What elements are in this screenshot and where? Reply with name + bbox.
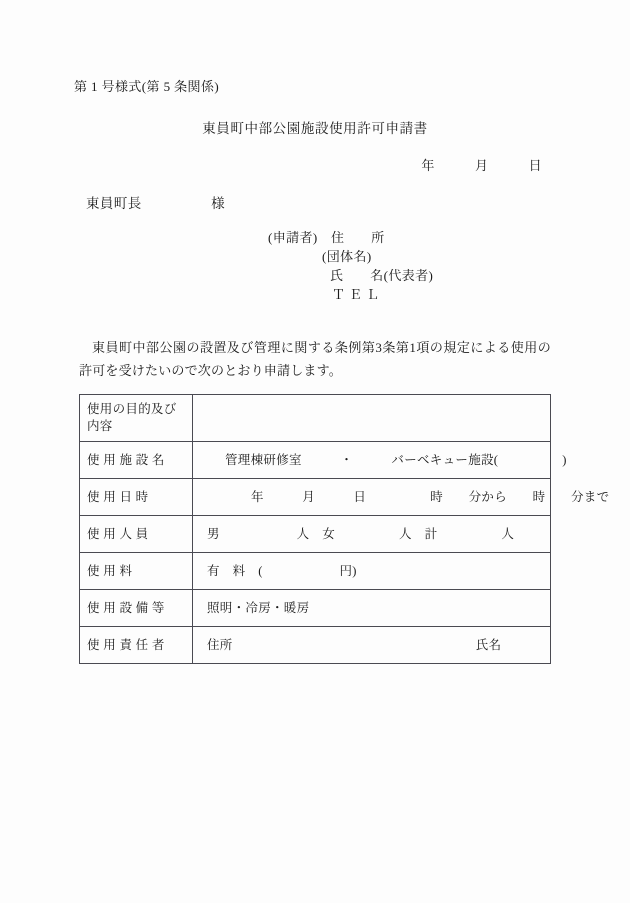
applicant-block: [268, 228, 433, 304]
row-label-use-datetime: 使 用 日 時: [80, 479, 193, 516]
applicant-address-line: (申請者) 住 所: [268, 230, 385, 245]
applicant-name-line: 氏 名(代表者): [330, 268, 434, 283]
form-number: 第 1 号様式(第 5 条関係): [74, 79, 220, 94]
applicant-group-name-line: (団体名): [322, 249, 372, 264]
row-label-facility-name: 使 用 施 設 名: [80, 442, 193, 479]
row-value-facility-name[interactable]: 管理棟研修室 ・ バーベキュー施設( ): [193, 442, 551, 479]
table-row: [80, 442, 551, 479]
body-paragraph-text: 東員町中部公園の設置及び管理に関する条例第3条第1項の規定による使用の許可を受けたいので次のとおり申請します。: [79, 340, 551, 378]
table-row: [80, 516, 551, 553]
row-label-purpose: 使用の目的及び 内容: [80, 395, 193, 442]
row-label-responsible-person: 使 用 責 任 者: [80, 627, 193, 664]
table-row: [80, 590, 551, 627]
table-row: [80, 479, 551, 516]
body-paragraph: [79, 336, 551, 382]
row-value-usage-fee[interactable]: 有 料 ( 円): [193, 553, 551, 590]
table-row: [80, 627, 551, 664]
row-label-usage-fee: 使 用 料: [80, 553, 193, 590]
row-value-attendance[interactable]: 男 人 女 人 計 人: [193, 516, 551, 553]
document-title: 東員町中部公園施設使用許可申請書: [202, 121, 428, 136]
row-value-equipment[interactable]: 照明・冷房・暖房: [193, 590, 551, 627]
table-row: [80, 553, 551, 590]
row-value-purpose[interactable]: [193, 395, 551, 442]
table-row: [80, 395, 551, 442]
row-label-equipment: 使 用 設 備 等: [80, 590, 193, 627]
row-value-responsible-person[interactable]: 住所 氏名: [193, 627, 551, 664]
applicant-tel-line: Ｔ Ｅ Ｌ: [332, 287, 380, 302]
date-line: 年 月 日: [421, 158, 542, 173]
row-label-attendance: 使 用 人 員: [80, 516, 193, 553]
application-table: [79, 394, 610, 664]
row-value-use-datetime[interactable]: 年 月 日 時 分から 時 分まで: [193, 479, 551, 516]
addressee-line: 東員町長 様: [86, 196, 225, 211]
